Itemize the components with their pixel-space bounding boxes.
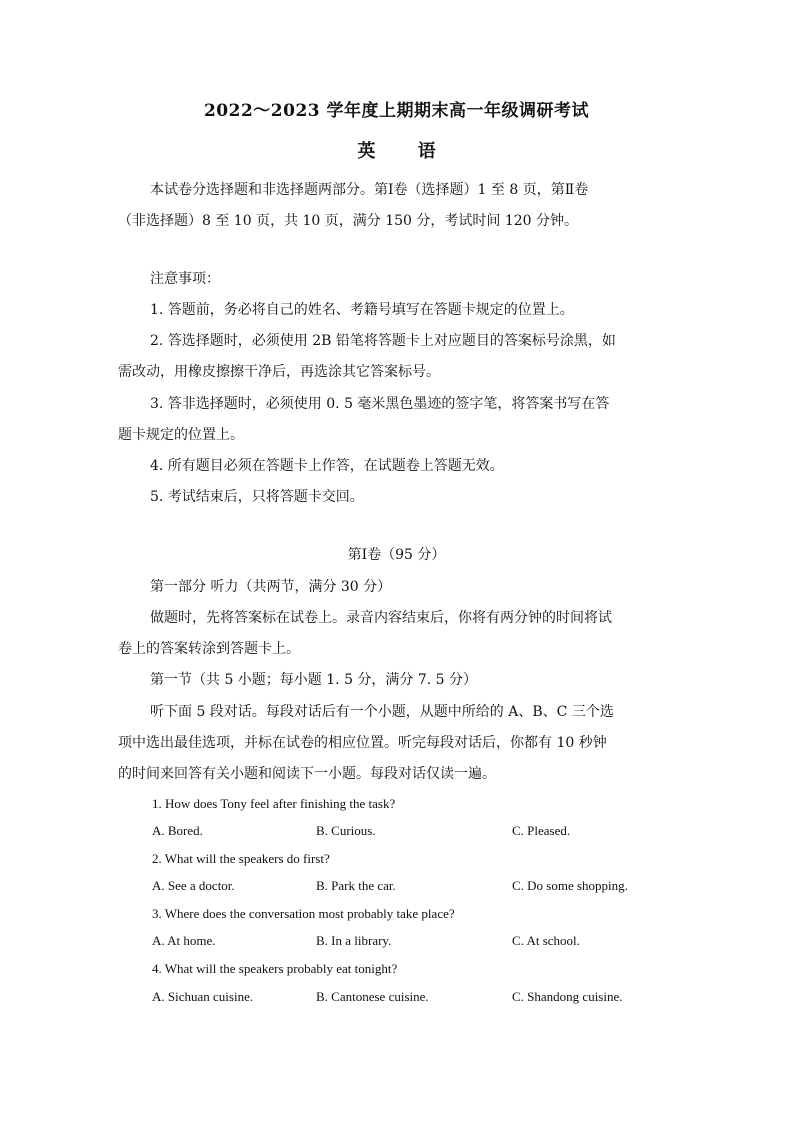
- subsection-title: 第一节（共 5 小题；每小题 1. 5 分，满分 7. 5 分）: [150, 672, 478, 688]
- part-1-heading: 第Ⅰ卷（95 分）: [347, 547, 446, 563]
- note-item-3-line-1: 3. 答非选择题时，必须使用 0. 5 毫米黑色墨迹的签字笔，将答案书写在答: [150, 396, 610, 412]
- note-item-3-line-2: 题卡规定的位置上。: [118, 427, 244, 443]
- note-item-4: 4. 所有题目必须在答题卡上作答，在试题卷上答题无效。: [150, 458, 504, 474]
- note-item-2-line-1: 2. 答选择题时，必须使用 2B 铅笔将答题卡上对应题目的答案标号涂黑，如: [150, 333, 616, 349]
- subsection-description-line-3: 的时间来回答有关小题和阅读下一小题。每段对话仅读一遍。: [118, 766, 496, 782]
- question-2-text: 2. What will the speakers do first?: [152, 851, 330, 866]
- question-4-option-c: C. Shandong cuisine.: [512, 989, 623, 1004]
- question-1-option-c: C. Pleased.: [512, 823, 571, 838]
- question-2-option-a: A. See a doctor.: [152, 878, 235, 893]
- listening-instruction-line-2: 卷上的答案转涂到答题卡上。: [118, 641, 300, 657]
- note-item-1: 1. 答题前，务必将自己的姓名、考籍号填写在答题卡规定的位置上。: [150, 302, 574, 318]
- question-2-option-b: B. Park the car.: [316, 878, 396, 893]
- note-item-5: 5. 考试结束后，只将答题卡交回。: [150, 489, 364, 505]
- listening-section-title: 第一部分 听力（共两节，满分 30 分）: [150, 579, 392, 595]
- question-1-option-b: B. Curious.: [316, 823, 376, 838]
- question-3-option-b: B. In a library.: [316, 933, 392, 948]
- question-3-option-a: A. At home.: [152, 933, 216, 948]
- exam-subject: 英 语: [357, 141, 454, 162]
- question-4-option-a: A. Sichuan cuisine.: [152, 989, 254, 1004]
- question-1-option-a: A. Bored.: [152, 823, 203, 838]
- question-4-option-b: B. Cantonese cuisine.: [316, 989, 429, 1004]
- question-4-text: 4. What will the speakers probably eat tonight?: [152, 961, 398, 976]
- question-1-text: 1. How does Tony feel after finishing the task?: [152, 796, 396, 811]
- note-item-2-line-2: 需改动，用橡皮擦擦干净后，再选涂其它答案标号。: [118, 364, 440, 380]
- intro-line-2: （非选择题）8 至 10 页，共 10 页，满分 150 分，考试时间 120 分钟。: [118, 213, 579, 229]
- subsection-description-line-2: 项中选出最佳选项，并标在试卷的相应位置。听完每段对话后，你都有 10 秒钟: [118, 735, 607, 751]
- question-3-option-c: C. At school.: [512, 933, 580, 948]
- subsection-description-line-1: 听下面 5 段对话。每段对话后有一个小题，从题中所给的 A、B、C 三个选: [150, 704, 614, 720]
- question-2-option-c: C. Do some shopping.: [512, 878, 628, 893]
- notes-heading: 注意事项：: [150, 271, 220, 287]
- listening-instruction-line-1: 做题时，先将答案标在试卷上。录音内容结束后，你将有两分钟的时间将试: [150, 610, 612, 626]
- question-3-text: 3. Where does the conversation most probably take place?: [152, 906, 455, 921]
- exam-title: 2022～2023 学年度上期期末高一年级调研考试: [203, 101, 590, 121]
- intro-line-1: 本试卷分选择题和非选择题两部分。第Ⅰ卷（选择题）1 至 8 页，第Ⅱ卷: [150, 182, 589, 198]
